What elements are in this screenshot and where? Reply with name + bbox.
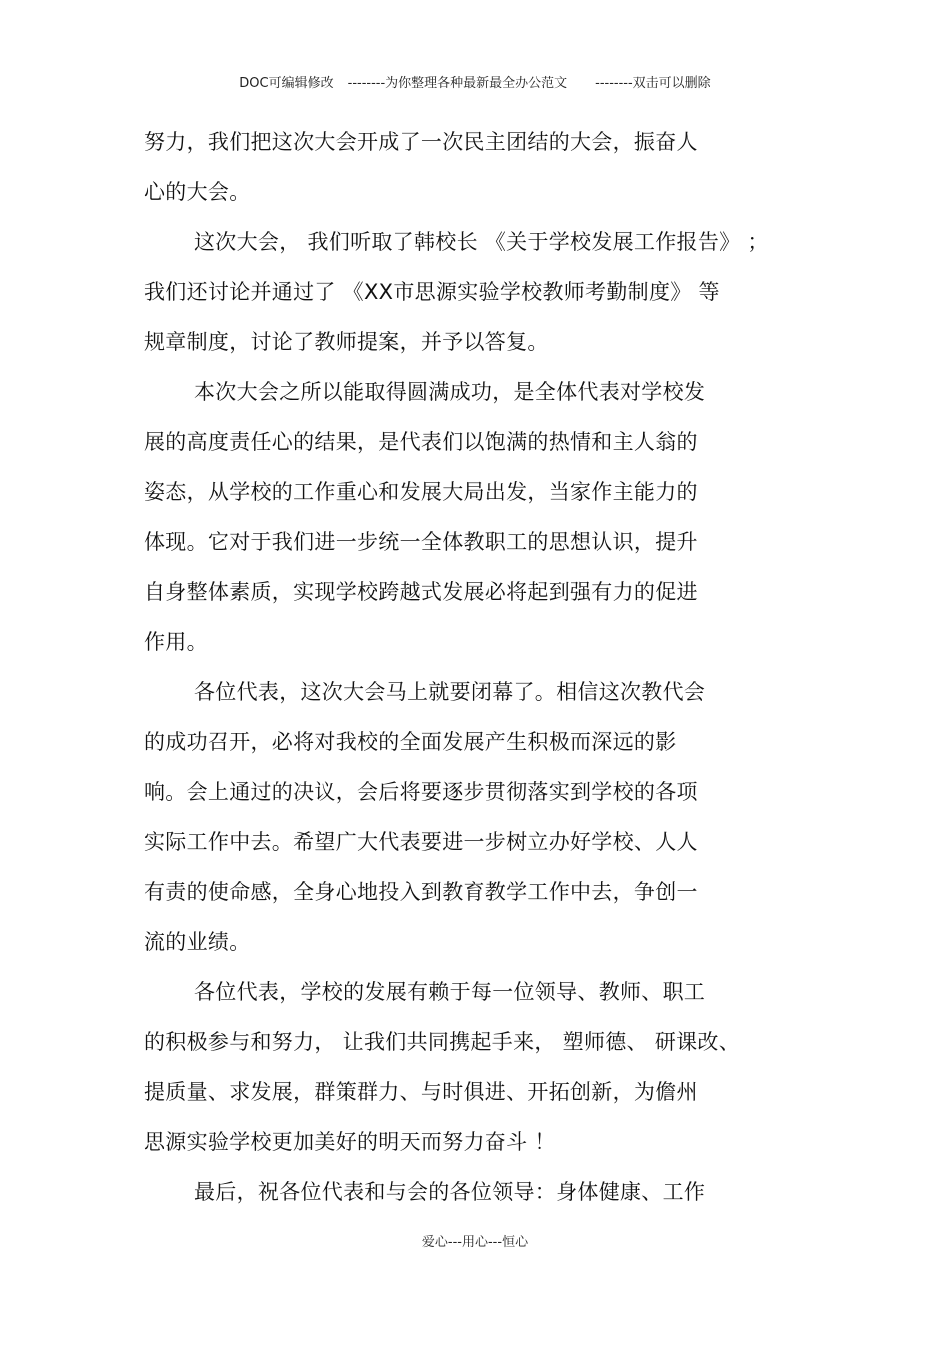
text-line: 流的业绩。: [144, 930, 251, 954]
text-line: 作用。: [144, 630, 208, 654]
text-line: 这次大会， 我们听取了韩校长 《关于学校发展工作报告》 ；: [194, 230, 769, 254]
text-line: 体现。它对于我们进一步统一全体教职工的思想认识，提升: [144, 530, 698, 554]
text-line: 本次大会之所以能取得圆满成功，是全体代表对学校发: [194, 380, 706, 404]
text-line: 的积极参与和努力， 让我们共同携起手来， 塑师德、 研课改、: [144, 1030, 741, 1054]
text-line: 规章制度，讨论了教师提案，并予以答复。: [144, 330, 549, 354]
text-line: 我们还讨论并通过了 《XX市思源实验学校教师考勤制度》 等: [144, 280, 720, 304]
text-line: 展的高度责任心的结果，是代表们以饱满的热情和主人翁的: [144, 430, 698, 454]
text-line: 的成功召开，必将对我校的全面发展产生积极而深远的影: [144, 730, 677, 754]
text-line: 自身整体素质，实现学校跨越式发展必将起到强有力的促进: [144, 580, 698, 604]
text-line: 实际工作中去。希望广大代表要进一步树立办好学校、人人: [144, 830, 698, 854]
text-line: 思源实验学校更加美好的明天而努力奋斗 ！: [144, 1130, 556, 1154]
text-line: 有责的使命感，全身心地投入到教育教学工作中去，争创一: [144, 880, 698, 904]
text-line: 心的大会。: [144, 180, 251, 204]
text-line: 提质量、求发展，群策群力、与时俱进、开拓创新，为儋州: [144, 1080, 698, 1104]
page-footer: 爱心---用心---恒心: [421, 1235, 529, 1250]
text-line: 最后，祝各位代表和与会的各位领导：身体健康、工作: [194, 1180, 706, 1204]
text-line: 努力，我们把这次大会开成了一次民主团结的大会，振奋人: [144, 130, 698, 154]
header-delete-hint: --------双击可以删除: [595, 76, 711, 91]
header-doc-label: DOC可编辑修改: [239, 76, 334, 91]
header-tagline: --------为你整理各种最新最全办公范文: [347, 76, 568, 91]
text-line: 各位代表，学校的发展有赖于每一位领导、教师、职工: [194, 980, 706, 1004]
text-line: 姿态，从学校的工作重心和发展大局出发，当家作主能力的: [144, 480, 698, 504]
text-line: 各位代表，这次大会马上就要闭幕了。相信这次教代会: [194, 680, 706, 704]
text-line: 响。会上通过的决议，会后将要逐步贯彻落实到学校的各项: [144, 780, 698, 804]
